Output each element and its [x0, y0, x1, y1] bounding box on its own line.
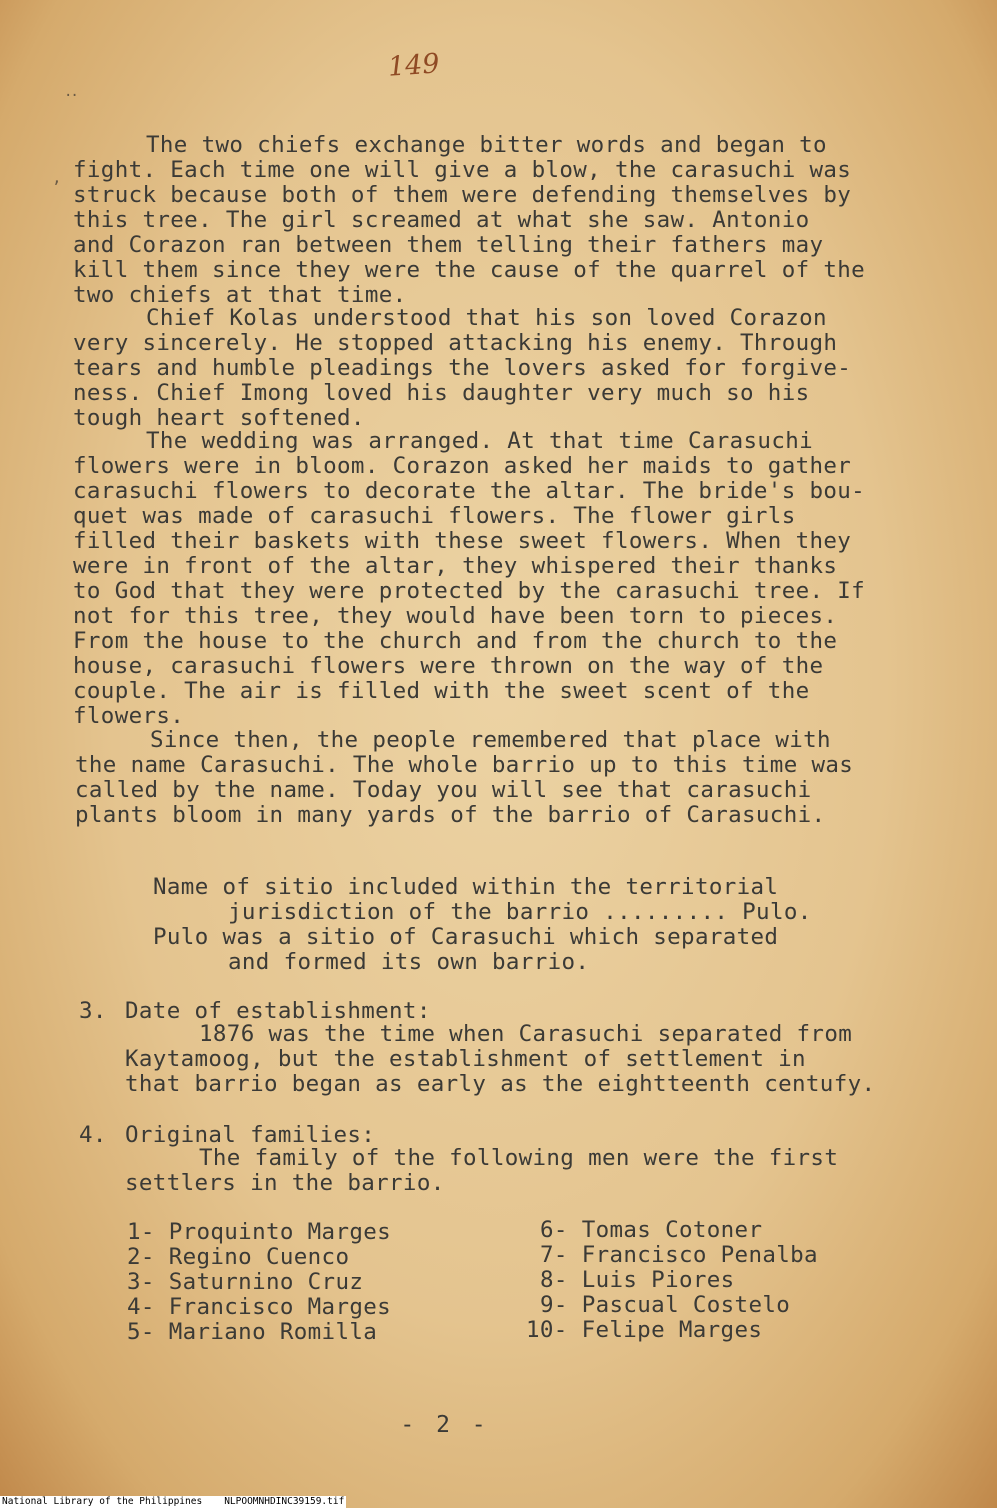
- family-entry: 4- Francisco Marges: [127, 1294, 392, 1320]
- story-line: The wedding was arranged. At that time Carasuchi: [146, 428, 814, 454]
- story-line: house, carasuchi flowers were thrown on the way of the: [73, 653, 824, 679]
- section-3-line: that barrio began as early as the eightteenth centufy.: [125, 1071, 876, 1097]
- sitio-line: Pulo was a sitio of Carasuchi which separated: [153, 924, 779, 950]
- story-line: and Corazon ran between them telling their fathers may: [73, 232, 824, 258]
- story-line: tough heart softened.: [73, 405, 365, 431]
- sitio-line: jurisdiction of the barrio ......... Pulo.: [228, 899, 812, 925]
- sitio-line: and formed its own barrio.: [228, 949, 590, 975]
- family-entry: 3- Saturnino Cruz: [127, 1269, 364, 1295]
- section-4-number: 4.: [79, 1122, 107, 1148]
- family-entry: 9- Pascual Costelo: [540, 1292, 791, 1318]
- footer-library: National Library of the Philippines: [2, 1496, 203, 1507]
- story-line: very sincerely. He stopped attacking his enemy. Through: [73, 330, 838, 356]
- section-3-number: 3.: [79, 998, 107, 1024]
- family-entry: 7- Francisco Penalba: [540, 1242, 818, 1268]
- story-line: struck because both of them were defending themselves by: [73, 182, 852, 208]
- family-entry: 1- Proquinto Marges: [127, 1219, 392, 1245]
- section-4-heading: Original families:: [125, 1122, 376, 1148]
- section-3-line: Kaytamoog, but the establishment of settlement in: [125, 1046, 806, 1072]
- story-line: filled their baskets with these sweet flowers. When they: [73, 528, 852, 554]
- story-line: not for this tree, they would have been torn to pieces.: [73, 603, 838, 629]
- footer-file-id: NLPOOMNHDINC39159.tif: [224, 1496, 345, 1507]
- story-line: were in front of the altar, they whispered their thanks: [73, 553, 838, 579]
- story-line: two chiefs at that time.: [73, 282, 407, 308]
- story-line: kill them since they were the cause of the quarrel of the: [73, 257, 866, 283]
- story-line: couple. The air is filled with the sweet scent of the: [73, 678, 810, 704]
- story-line: plants bloom in many yards of the barrio of Carasuchi.: [75, 802, 826, 828]
- story-line: ness. Chief Imong loved his daughter very much so his: [73, 380, 810, 406]
- family-entry: 2- Regino Cuenco: [127, 1244, 350, 1270]
- section-4-line: settlers in the barrio.: [125, 1170, 445, 1196]
- story-line: carasuchi flowers to decorate the altar. The bride's bou-: [73, 478, 866, 504]
- sitio-line: Name of sitio included within the territorial: [153, 874, 779, 900]
- story-line: flowers.: [73, 703, 185, 729]
- story-line: called by the name. Today you will see that carasuchi: [75, 777, 812, 803]
- story-line: flowers were in bloom. Corazon asked her maids to gather: [73, 453, 852, 479]
- section-3-line: 1876 was the time when Carasuchi separated from: [199, 1021, 853, 1047]
- story-line: tears and humble pleadings the lovers asked for forgive-: [73, 355, 852, 381]
- story-line: to God that they were protected by the carasuchi tree. If: [73, 578, 866, 604]
- stray-marks: ..: [64, 84, 77, 100]
- scan-footer: [0, 1496, 346, 1508]
- story-line: the name Carasuchi. The whole barrio up to this time was: [75, 752, 854, 778]
- family-entry: 10- Felipe Marges: [526, 1317, 763, 1343]
- pencil-mark: ,: [52, 168, 62, 187]
- story-line: The two chiefs exchange bitter words and began to: [146, 132, 827, 158]
- story-line: fight. Each time one will give a blow, the carasuchi was: [73, 157, 852, 183]
- section-4-line: The family of the following men were the first: [199, 1145, 839, 1171]
- family-entry: 6- Tomas Cotoner: [540, 1217, 763, 1243]
- story-line: Since then, the people remembered that place with: [150, 727, 831, 753]
- story-line: Chief Kolas understood that his son loved Corazon: [146, 305, 827, 331]
- story-line: this tree. The girl screamed at what she saw. Antonio: [73, 207, 810, 233]
- story-line: From the house to the church and from the church to the: [73, 628, 838, 654]
- family-entry: 8- Luis Piores: [540, 1267, 735, 1293]
- story-line: quet was made of carasuchi flowers. The flower girls: [73, 503, 796, 529]
- section-3-heading: Date of establishment:: [125, 998, 431, 1024]
- page-number: - 2 -: [400, 1412, 490, 1438]
- handwritten-page-mark: 149: [386, 48, 441, 83]
- family-entry: 5- Mariano Romilla: [127, 1319, 378, 1345]
